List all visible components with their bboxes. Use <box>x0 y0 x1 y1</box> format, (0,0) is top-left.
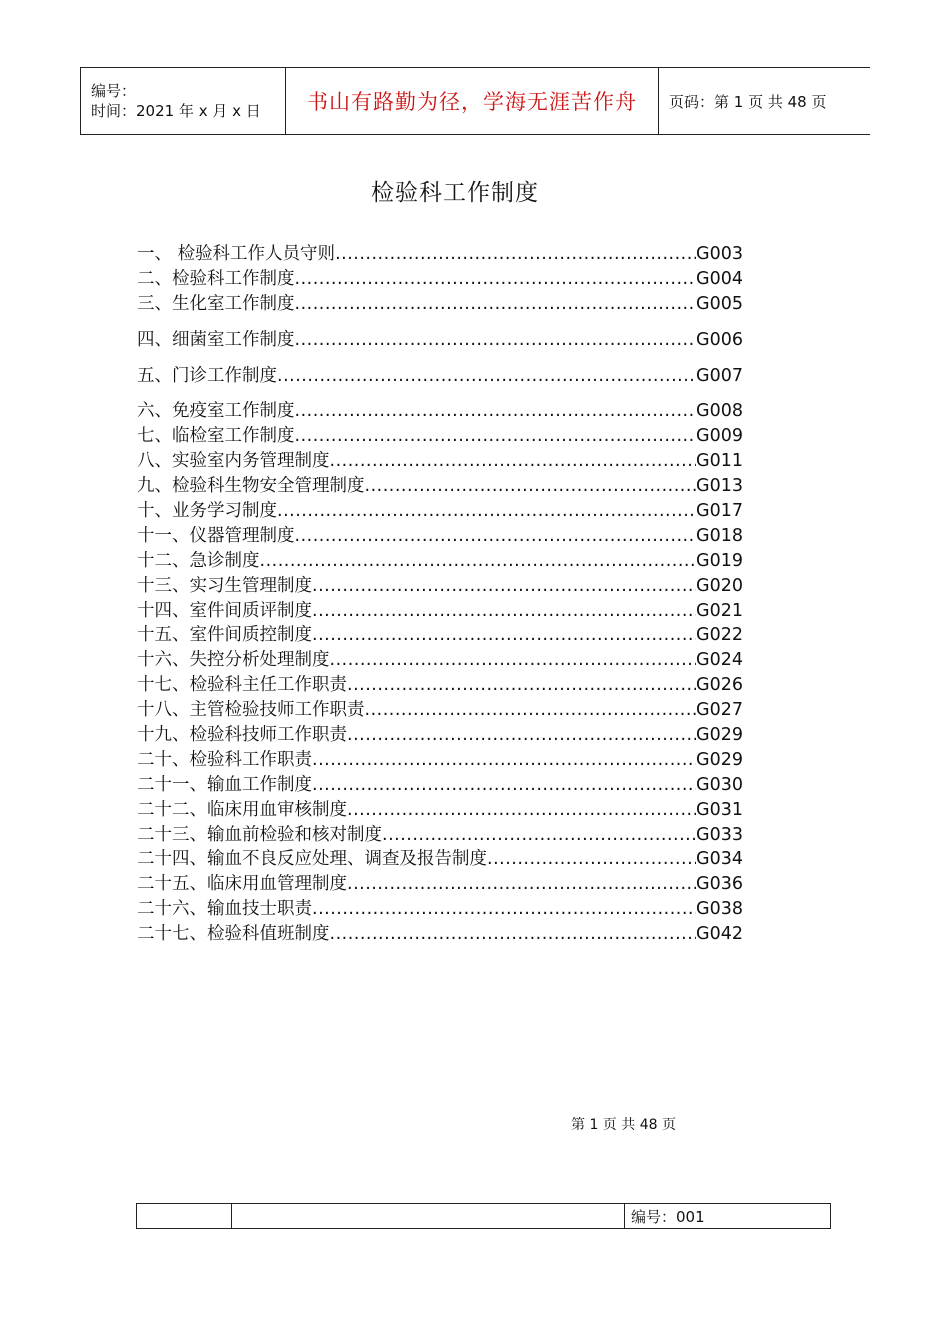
document-time-label: 时间：2021 年 x 月 x 日 <box>91 102 261 120</box>
footer-document-number: 编号：001 <box>625 1204 831 1229</box>
table-of-contents <box>137 240 743 945</box>
toc-leader-dots <box>487 849 696 869</box>
toc-entry[interactable]: 二十一、输血工作制度 ..... G030 <box>137 771 743 796</box>
toc-leader-dots <box>295 269 697 289</box>
toc-entry[interactable]: 八、实验室内务管理制度 ..... G011 <box>137 447 743 472</box>
toc-leader-dots <box>347 874 696 894</box>
document-number-label: 编号： <box>91 82 137 100</box>
toc-leader-dots <box>295 426 697 446</box>
toc-leader-dots <box>330 451 697 471</box>
toc-leader-dots <box>277 366 696 386</box>
toc-entry[interactable]: 十一、仪器管理制度 ..... G018 <box>137 522 743 547</box>
toc-leader-dots <box>312 625 696 645</box>
toc-leader-dots <box>295 330 697 350</box>
toc-entry[interactable]: 九、检验科生物安全管理制度 ..... G013 <box>137 472 743 497</box>
toc-leader-dots <box>365 476 697 496</box>
toc-entry[interactable]: 二十五、临床用血管理制度 ..... G036 <box>137 870 743 895</box>
header-meta-cell <box>81 68 286 135</box>
toc-entry[interactable]: 二十三、输血前检验和核对制度 ..... G033 <box>137 821 743 846</box>
header-table <box>80 67 870 135</box>
toc-leader-dots <box>330 924 697 944</box>
footer-empty-cell <box>137 1204 232 1229</box>
toc-leader-dots <box>335 244 696 264</box>
toc-entry[interactable]: 十八、主管检验技师工作职责 ..... G027 <box>137 696 743 721</box>
toc-entry[interactable]: 十七、检验科主任工作职责 ..... G026 <box>137 671 743 696</box>
toc-leader-dots <box>347 675 696 695</box>
toc-entry[interactable]: 六、免疫室工作制度 ..... G008 <box>137 397 743 422</box>
toc-entry[interactable]: 二十六、输血技士职责 ..... G038 <box>137 895 743 920</box>
toc-leader-dots <box>312 576 696 596</box>
toc-entry[interactable]: 五、门诊工作制度 ..... G007 <box>137 362 743 387</box>
toc-leader-dots <box>330 650 697 670</box>
toc-entry[interactable]: 二、检验科工作制度 ..... G004 <box>137 265 743 290</box>
toc-leader-dots <box>277 501 696 521</box>
toc-leader-dots <box>312 775 696 795</box>
toc-leader-dots <box>382 825 696 845</box>
toc-entry[interactable]: 十五、室件间质控制度 ..... G022 <box>137 621 743 646</box>
toc-entry[interactable]: 十九、检验科技师工作职责 ..... G029 <box>137 721 743 746</box>
toc-entry[interactable]: 七、临检室工作制度 ..... G009 <box>137 422 743 447</box>
toc-entry[interactable]: 十六、失控分析处理制度 ..... G024 <box>137 646 743 671</box>
toc-leader-dots <box>295 294 697 314</box>
toc-entry[interactable]: 十四、室件间质评制度 ..... G021 <box>137 597 743 622</box>
toc-entry[interactable]: 一、 检验科工作人员守则 ..... G003 <box>137 240 743 265</box>
toc-entry[interactable]: 四、细菌室工作制度 ..... G006 <box>137 326 743 351</box>
toc-leader-dots <box>365 700 697 720</box>
toc-leader-dots <box>312 750 696 770</box>
footer-empty-cell <box>232 1204 625 1229</box>
toc-entry[interactable]: 十、业务学习制度 ..... G017 <box>137 497 743 522</box>
toc-leader-dots <box>295 401 697 421</box>
toc-leader-dots <box>295 526 697 546</box>
toc-entry[interactable]: 二十、检验科工作职责 ..... G029 <box>137 746 743 771</box>
page-number-footer: 第 1 页 共 48 页 <box>571 1117 676 1133</box>
toc-entry[interactable]: 十二、急诊制度 ..... G019 <box>137 547 743 572</box>
toc-leader-dots <box>347 725 696 745</box>
footer-table <box>136 1203 831 1229</box>
document-title: 检验科工作制度 <box>371 180 539 206</box>
toc-entry[interactable]: 二十二、临床用血审核制度 ..... G031 <box>137 796 743 821</box>
toc-entry[interactable]: 二十七、检验科值班制度 ..... G042 <box>137 920 743 945</box>
toc-leader-dots <box>312 601 696 621</box>
header-motto: 书山有路勤为径，学海无涯苦作舟 <box>286 68 659 135</box>
toc-entry[interactable]: 二十四、输血不良反应处理、调查及报告制度 ..... G034 <box>137 845 743 870</box>
toc-leader-dots <box>260 551 697 571</box>
toc-entry[interactable]: 十三、实习生管理制度 ..... G020 <box>137 572 743 597</box>
toc-leader-dots <box>347 800 696 820</box>
header-page-info: 页码：第 1 页 共 48 页 <box>659 68 871 135</box>
toc-entry[interactable]: 三、生化室工作制度 ..... G005 <box>137 290 743 315</box>
toc-leader-dots <box>312 899 696 919</box>
